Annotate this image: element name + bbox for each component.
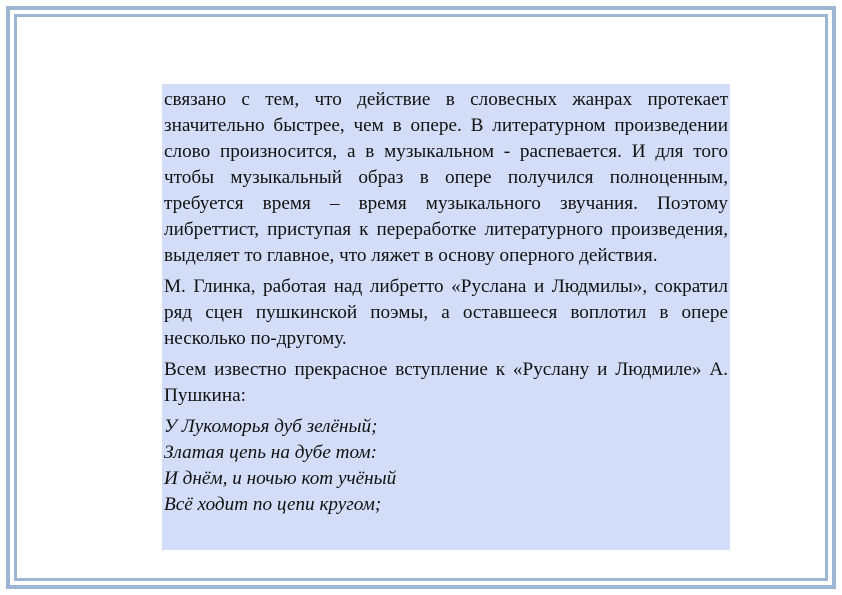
poem-line: У Лукоморья дуб зелёный; — [164, 416, 378, 437]
paragraph-pushkin-intro: Всем известно прекрасное вступление к «Руслану и Людмиле» А. Пушкина: — [164, 359, 728, 406]
paragraph-glinka: М. Глинка, работая над либретто «Руслана и Людмилы», сократил ряд сцен пушкинской поэмы, а оставшееся воплотил в опере несколько по-другому. — [164, 276, 728, 349]
poem-line: И днём, и ночью кот учёный — [164, 468, 397, 489]
poem-line: Всё ходит по цепи кругом; — [164, 494, 382, 515]
text-box — [162, 84, 730, 550]
paragraph-opera-tempo: связано с тем, что действие в словесных жанрах протекает значительно быстрее, чем в опере. В литературном произведении слово произносится, а в музыкальном - распевается. И для того чтобы музыкальный образ в опере получился полноценным, требуется время – время музыкального звучания. Поэтому либреттист, приступая к переработке литературного произведения, выделяет то главное, что ляжет в основу оперного действия. — [164, 89, 728, 266]
poem-line: Златая цепь на дубе том: — [164, 442, 378, 463]
poem-quote — [164, 414, 728, 518]
